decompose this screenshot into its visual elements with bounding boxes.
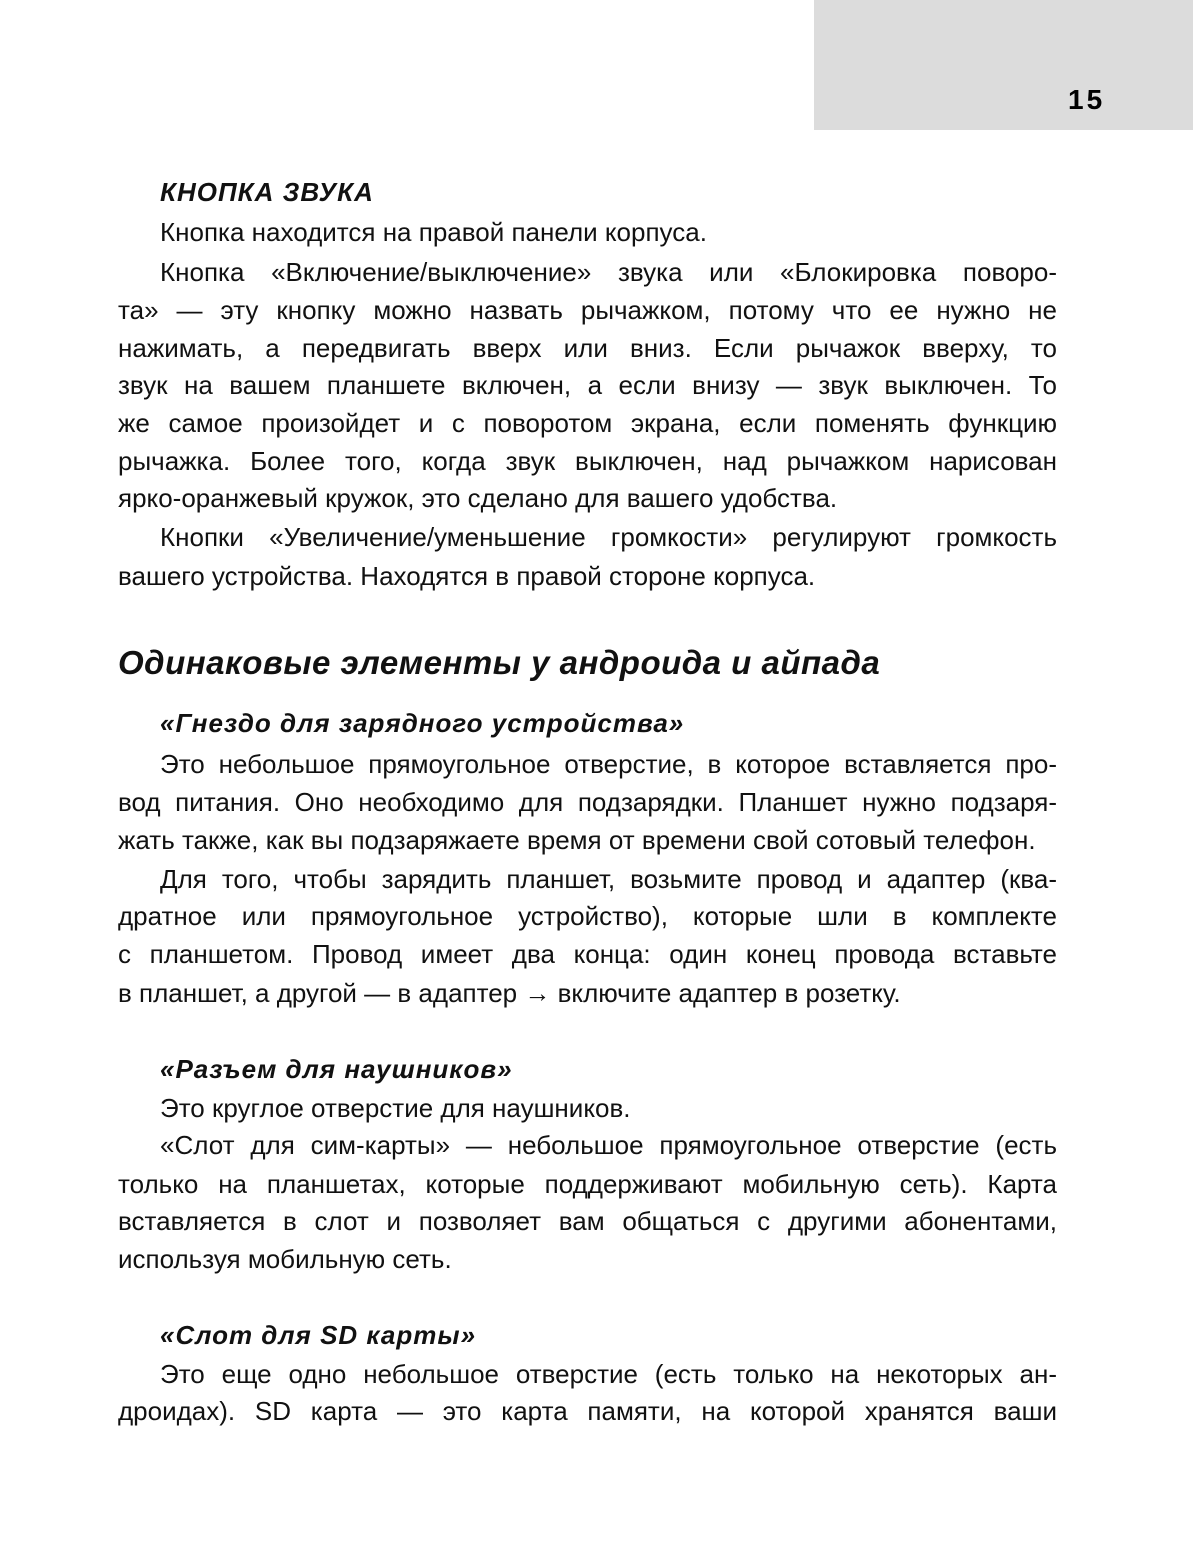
body-text-line: рычажка. Более того, когда звук выключен, над рычажком нарисован — [118, 446, 1057, 476]
body-text-line: Это небольшое прямоугольное отверстие, в которое вставляется про- — [160, 749, 1057, 779]
body-text-line: дратное или прямоугольное устройство), которые шли в комплекте — [118, 901, 1057, 931]
body-text-line: ярко-оранжевый кружок, это сделано для вашего удобства. — [118, 483, 838, 513]
body-text-line: нажимать, а передвигать вверх или вниз. Если рычажок вверху, то — [118, 333, 1057, 363]
body-text-line: же самое произойдет и с поворотом экрана, если поменять функцию — [118, 408, 1057, 438]
section-heading: Одинаковые элементы у андроида и айпада — [118, 644, 881, 681]
body-text-line: звук на вашем планшете включен, а если внизу — звук выключен. То — [118, 370, 1057, 400]
subheading: КНОПКА ЗВУКА — [160, 177, 374, 207]
subheading: «Гнездо для зарядного устройства» — [160, 708, 685, 738]
subheading: «Разъем для наушников» — [160, 1054, 513, 1084]
body-text-line: с планшетом. Провод имеет два конца: один конец провода вставьте — [118, 939, 1057, 969]
body-text-line: Для того, чтобы зарядить планшет, возьмите провод и адаптер (ква- — [160, 864, 1057, 894]
body-text-line: Кнопки «Увеличение/уменьшение громкости» регулируют громкость — [160, 522, 1057, 552]
subheading: «Слот для SD карты» — [160, 1320, 477, 1350]
body-text-line: вод питания. Оно необходимо для подзарядки. Планшет нужно подзаря- — [118, 787, 1057, 817]
body-text-line: в планшет, а другой — в адаптер → включите адаптер в розетку. — [118, 978, 901, 1008]
page-number: 15 — [1068, 84, 1106, 115]
body-text-line: дроидах). SD карта — это карта памяти, на которой хранятся ваши — [118, 1396, 1057, 1426]
body-text-line: Это круглое отверстие для наушников. — [160, 1093, 631, 1123]
page-number-box — [814, 0, 1193, 130]
body-text-line: та» — эту кнопку можно назвать рычажком, потому что ее нужно не — [118, 295, 1057, 325]
body-text-line: только на планшетах, которые поддерживают мобильную сеть). Карта — [118, 1169, 1057, 1199]
body-text-line: Кнопка «Включение/выключение» звука или «Блокировка поворо- — [160, 257, 1057, 287]
body-text-line: вставляется в слот и позволяет вам общаться с другими абонентами, — [118, 1206, 1057, 1236]
body-text-line: Это еще одно небольшое отверстие (есть только на некоторых ан- — [160, 1359, 1057, 1389]
body-text-line: вашего устройства. Находятся в правой стороне корпуса. — [118, 561, 816, 591]
body-text-line: Кнопка находится на правой панели корпуса. — [160, 217, 707, 247]
body-text-line: жать также, как вы подзаряжаете время от времени свой сотовый телефон. — [118, 825, 1036, 855]
body-text-line: «Слот для сим-карты» — небольшое прямоугольное отверстие (есть — [160, 1130, 1057, 1160]
body-text-line: используя мобильную сеть. — [118, 1244, 452, 1274]
